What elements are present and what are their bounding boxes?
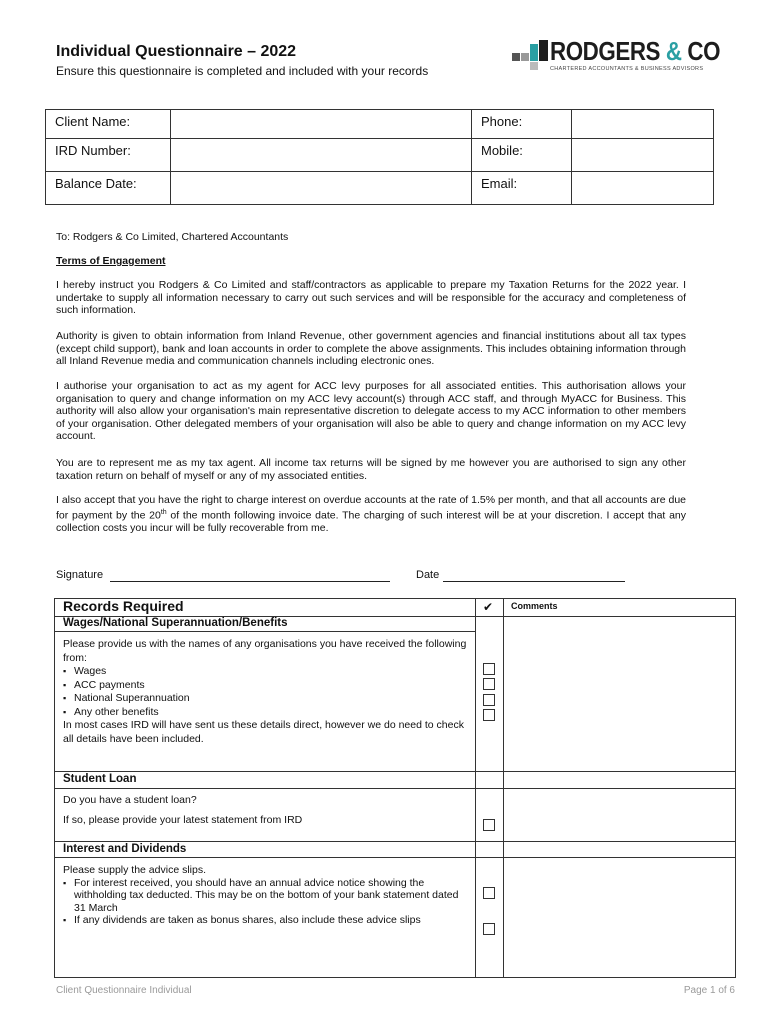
email-label: Email: bbox=[472, 172, 572, 205]
client-name-field[interactable] bbox=[171, 110, 472, 139]
letter-addressee: To: Rodgers & Co Limited, Chartered Accountants bbox=[56, 231, 289, 243]
interest-checkbox[interactable] bbox=[483, 887, 495, 899]
logo-tagline: CHARTERED ACCOUNTANTS & BUSINESS ADVISORS bbox=[550, 66, 704, 72]
date-label: Date bbox=[416, 569, 440, 581]
terms-paragraph-4: You are to represent me as my tax agent. All income tax returns will be signed by me however you are authorised to sign any other taxation return on behalf of myself or any of my associated entities. bbox=[56, 457, 686, 482]
ird-number-field[interactable] bbox=[171, 139, 472, 172]
list-item: ▪ Wages bbox=[63, 665, 468, 679]
terms-paragraph-3: I authorise your organisation to act as my agent for ACC levy purposes for all associated entities. This authorisation allows your organisation to query and change information on my ACC levy account(s) through ACC staff, and through MyACC for Business. This authority will also allow your organisation's main representative discretion to delegate access to my ACC information to other members of your organisation. Other delegated members of your organisation will also be able to query and change information on my ACC levy account. bbox=[56, 380, 686, 442]
wages-section bbox=[63, 638, 468, 746]
page-title: Individual Questionnaire – 2022 bbox=[56, 43, 297, 60]
terms-paragraph-2: Authority is given to obtain information from Inland Revenue, other government agencies and financial institutions about all tax types (except child support), bank and loan accounts in order to complete the above assignments. This includes obtaining information through all Inland Revenue media and communication channels including electronic ones. bbox=[56, 330, 686, 367]
list-item: ▪ Any other benefits bbox=[63, 706, 468, 720]
phone-field[interactable] bbox=[572, 110, 714, 139]
client-name-label: Client Name: bbox=[46, 110, 171, 139]
phone-label: Phone: bbox=[472, 110, 572, 139]
footer-page-number: Page 1 of 6 bbox=[683, 985, 735, 996]
national-super-checkbox[interactable] bbox=[483, 694, 495, 706]
page-subtitle: Ensure this questionnaire is completed and included with your records bbox=[56, 64, 429, 78]
records-title: Records Required bbox=[63, 598, 184, 614]
wages-checkbox[interactable] bbox=[483, 663, 495, 675]
student-loan-instruction: If so, please provide your latest statement from IRD bbox=[63, 814, 303, 826]
interest-section bbox=[63, 864, 468, 927]
interest-list bbox=[63, 877, 468, 927]
records-table bbox=[54, 598, 736, 978]
signature-label: Signature bbox=[56, 569, 104, 581]
list-item: ▪ National Superannuation bbox=[63, 692, 468, 706]
wages-heading: Wages/National Superannuation/Benefits bbox=[63, 617, 288, 629]
balance-date-label: Balance Date: bbox=[46, 172, 171, 205]
ird-number-label: IRD Number: bbox=[46, 139, 171, 172]
terms-heading: Terms of Engagement bbox=[56, 255, 166, 267]
wages-intro: Please provide us with the names of any organisations you have received the following from: bbox=[63, 638, 467, 664]
list-item: ▪ ACC payments bbox=[63, 679, 468, 693]
student-loan-checkbox[interactable] bbox=[483, 819, 495, 831]
client-details-table bbox=[45, 109, 714, 205]
mobile-field[interactable] bbox=[572, 139, 714, 172]
student-loan-question: Do you have a student loan? bbox=[63, 794, 197, 806]
acc-payments-checkbox[interactable] bbox=[483, 678, 495, 690]
wages-note: In most cases IRD will have sent us these details direct, however we do need to check all details have been included. bbox=[63, 719, 464, 745]
list-item: ▪ If any dividends are taken as bonus shares, also include these advice slips bbox=[63, 914, 468, 927]
date-field[interactable] bbox=[443, 581, 625, 582]
wages-list bbox=[63, 665, 468, 719]
student-loan-heading: Student Loan bbox=[63, 773, 137, 785]
logo-wordmark: RODGERS & CO bbox=[550, 36, 721, 66]
mobile-label: Mobile: bbox=[472, 139, 572, 172]
footer-document-name: Client Questionnaire Individual bbox=[56, 985, 192, 996]
comments-column-header: Comments bbox=[511, 601, 558, 611]
check-column-header: ✔ bbox=[483, 600, 494, 614]
interest-intro: Please supply the advice slips. bbox=[63, 864, 206, 876]
terms-paragraph-5: I also accept that you have the right to charge interest on overdue accounts at the rate of 1.5% per month, and that all accounts are due for payment by the 20th of the month following invoice date. The charging of such interest will be at your discretion. I accept that any collection costs you incur will be fully recoverable from me. bbox=[56, 494, 686, 534]
terms-paragraph-1: I hereby instruct you Rodgers & Co Limited and staff/contractors as applicable to prepare my Taxation Returns for the 2022 year. I undertake to supply all information necessary to carry out such services and will be responsible for the accuracy and completeness of such information. bbox=[56, 279, 686, 316]
list-item: ▪ For interest received, you should have an annual advice notice showing the withholding tax deducted. This may be on the bottom of your bank statement dated 31 March bbox=[63, 877, 468, 915]
signature-field[interactable] bbox=[110, 581, 390, 582]
company-logo bbox=[512, 38, 722, 78]
interest-heading: Interest and Dividends bbox=[63, 843, 187, 855]
other-benefits-checkbox[interactable] bbox=[483, 709, 495, 721]
dividends-checkbox[interactable] bbox=[483, 923, 495, 935]
balance-date-field[interactable] bbox=[171, 172, 472, 205]
email-field[interactable] bbox=[572, 172, 714, 205]
